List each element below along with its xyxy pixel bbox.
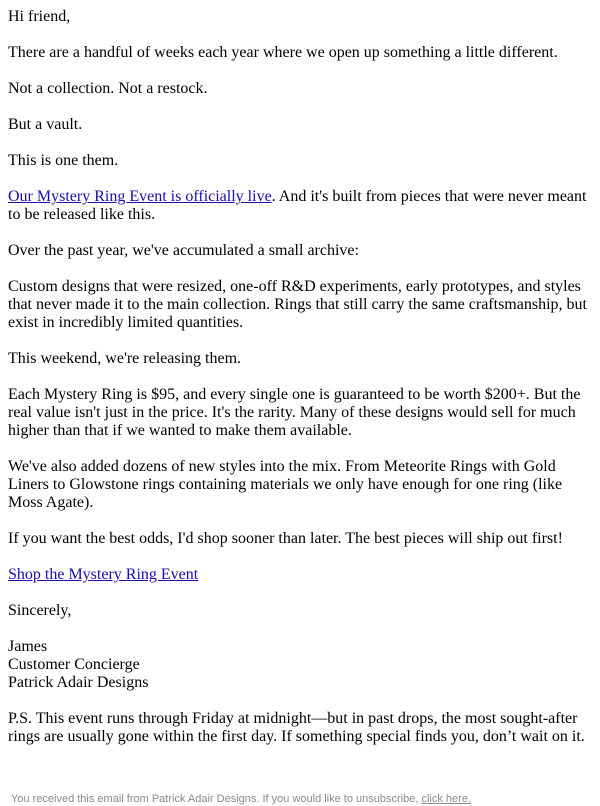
shop-event-link[interactable]: Shop the Mystery Ring Event xyxy=(8,566,199,583)
footer-text: You received this email from Patrick Adair Designs. If you would like to unsubscribe, xyxy=(11,793,422,805)
cta-paragraph xyxy=(8,566,592,584)
signature-name: James xyxy=(8,638,48,655)
signoff: Sincerely, xyxy=(8,602,72,619)
paragraph-vault: But a vault. xyxy=(8,116,83,133)
email-body xyxy=(8,8,592,764)
paragraph-pricing: Each Mystery Ring is $95, and every single one is guaranteed to be worth $200+. But the real value isn't just in the price. It's the rarity. Many of these designs would sell for much higher than that if we wanted to make them available. xyxy=(8,386,581,439)
unsubscribe-link[interactable]: click here. xyxy=(421,793,471,805)
paragraph-archive: Over the past year, we've accumulated a small archive: xyxy=(8,242,359,259)
paragraph-not-collection: Not a collection. Not a restock. xyxy=(8,80,208,97)
paragraph-custom-designs: Custom designs that were resized, one-off R&D experiments, early prototypes, and styles that never made it to the main collection. Rings that still carry the same craftsmanship, but exist in incredibly limited quantities. xyxy=(8,278,587,331)
signature-role: Customer Concierge xyxy=(8,656,140,673)
paragraph-new-styles: We've also added dozens of new styles into the mix. From Meteorite Rings with Gold Liners to Glowstone rings containing materials we only have enough for one ring (like Moss Agate). xyxy=(8,458,563,511)
event-live-link[interactable]: Our Mystery Ring Event is officially live xyxy=(8,188,272,205)
greeting: Hi friend, xyxy=(8,8,71,25)
paragraph-weekend-release: This weekend, we're releasing them. xyxy=(8,350,242,367)
paragraph-this-is-one: This is one them. xyxy=(8,152,119,169)
paragraph-event-live xyxy=(8,188,592,224)
signature xyxy=(8,638,592,692)
paragraph-best-odds: If you want the best odds, I'd shop sooner than later. The best pieces will ship out first! xyxy=(8,530,563,547)
event-live-rest: . And it's built from pieces that were never meant to be released like this. xyxy=(8,188,587,223)
intro-paragraph: There are a handful of weeks each year where we open up something a little different. xyxy=(8,44,558,61)
signature-company: Patrick Adair Designs xyxy=(8,674,149,691)
postscript: P.S. This event runs through Friday at midnight—but in past drops, the most sought-after rings are usually gone within the first day. If something special finds you, don’t wait on it. xyxy=(8,710,585,745)
